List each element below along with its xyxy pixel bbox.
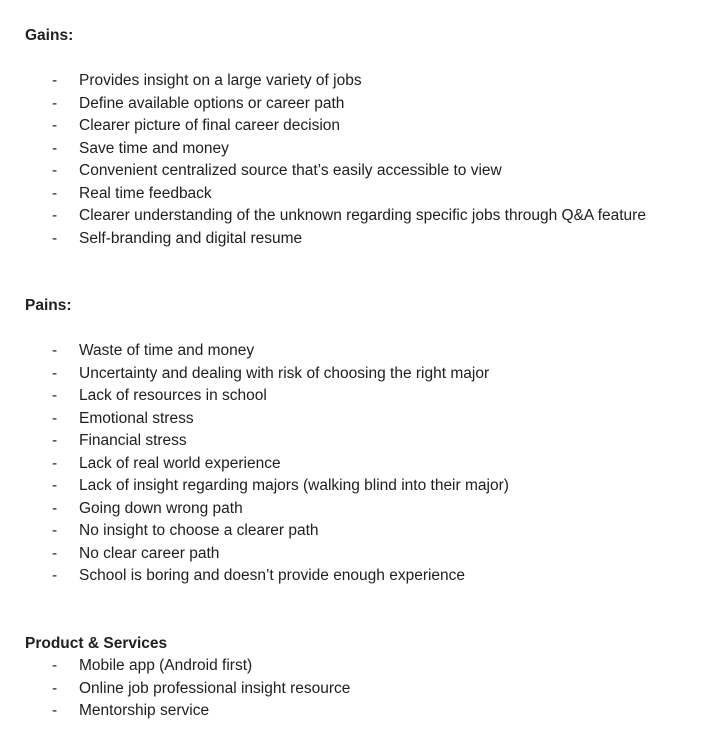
bullet-dash: - [52,522,58,539]
bullet-dash: - [52,432,58,449]
list-item-text: Lack of insight regarding majors (walking blind into their major) [79,477,509,494]
bullet-dash: - [52,139,58,157]
bullet-dash: - [52,94,58,112]
bullet-dash: - [52,409,58,427]
list-item-text: Lack of real world experience [79,454,281,472]
list-item-text: Mentorship service [79,702,210,719]
pains-heading: Pains: [25,297,72,314]
bullet-dash: - [52,117,58,134]
list-item-text: Real time feedback [79,184,212,202]
bullet-dash: - [52,499,58,517]
bullet-dash: - [52,454,58,472]
list-item-text: No insight to choose a clearer path [79,522,319,539]
list-item-text: Clearer picture of final career decision [79,117,341,134]
list-item-text: Uncertainty and dealing with risk of choosing the right major [79,364,490,382]
bullet-dash: - [52,657,58,674]
bullet-dash: - [52,477,58,494]
list-item-text: Convenient centralized source that’s easily accessible to view [79,162,502,179]
bullet-dash: - [52,364,58,382]
list-item-text: Define available options or career path [79,94,345,112]
list-item-text: Provides insight on a large variety of jobs [79,72,362,89]
list-item-text: Waste of time and money [79,342,255,359]
bullet-dash: - [52,184,58,202]
list-item-text: Emotional stress [79,409,194,427]
bullet-dash: - [52,162,58,179]
list-item-text: Self-branding and digital resume [79,229,303,247]
bullet-dash: - [52,207,58,224]
bullet-dash: - [52,387,58,404]
products-heading: Product & Services [25,635,168,652]
list-item-text: No clear career path [79,544,220,562]
bullet-dash: - [52,702,58,719]
gains-heading: Gains: [25,27,74,44]
bullet-dash: - [52,544,58,562]
bullet-dash: - [52,567,58,584]
list-item-text: Going down wrong path [79,499,243,517]
list-item-text: Save time and money [79,139,229,157]
list-item-text: Financial stress [79,432,187,449]
list-item-text: School is boring and doesn’t provide enough experience [79,567,466,584]
list-item-text: Online job professional insight resource [79,679,351,697]
list-item-text: Clearer understanding of the unknown regarding specific jobs through Q&A feature [79,207,646,224]
list-item-text: Lack of resources in school [79,387,267,404]
bullet-dash: - [52,72,58,89]
bullet-dash: - [52,342,58,359]
list-item-text: Mobile app (Android first) [79,657,253,674]
bullet-dash: - [52,229,58,247]
bullet-dash: - [52,679,58,697]
